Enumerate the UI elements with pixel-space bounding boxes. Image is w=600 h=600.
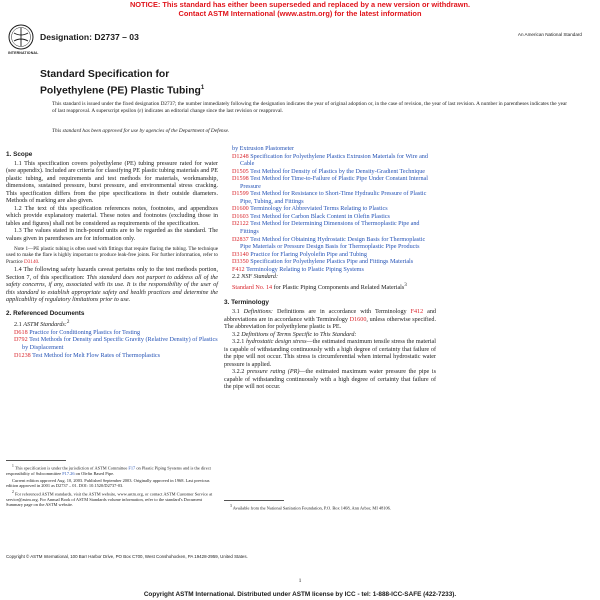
ref-code-link[interactable]: D1600 <box>232 206 249 213</box>
footnotes-right <box>224 504 436 512</box>
link-f17-26[interactable]: F17.26 <box>62 470 75 476</box>
link-d3140[interactable]: D3140 <box>24 258 39 265</box>
ref-title-link[interactable]: Terminology Relating to Plastic Piping Systems <box>246 266 364 273</box>
ref-item <box>224 259 436 267</box>
ref-item <box>6 353 218 361</box>
dod-approval-note: This standard has been approved for use by agencies of the Department of Defense. <box>52 128 230 134</box>
ref-code-link[interactable]: F412 <box>232 266 245 273</box>
ref-code-link[interactable]: D1603 <box>232 213 249 220</box>
astm-logo-icon <box>8 24 34 50</box>
copyright-line: Copyright © ASTM International, 100 Barr Harbor Drive, PO Box C700, West Conshohocken, PA 19428-2959, United States. <box>6 554 248 559</box>
notice-line-1: NOTICE: This standard has either been superseded and replaced by a new version or withdrawn. <box>129 0 471 9</box>
title-footnote-marker: 1 <box>200 84 205 91</box>
national-standard-label: An American National Standard <box>517 32 582 37</box>
ref-code-link[interactable]: D618 <box>14 329 28 336</box>
ref-code-link[interactable]: D2122 <box>232 221 249 228</box>
ref-item <box>224 176 436 191</box>
ref-code-link[interactable]: D3350 <box>232 259 249 266</box>
ref-continuation <box>224 146 436 154</box>
ref-code-link[interactable]: D2837 <box>232 236 249 243</box>
link-d1600[interactable]: D1600 <box>349 316 367 323</box>
ref-title-link[interactable]: Test Method for Time-to-Failure of Plastic Pipe Under Constant Internal Pressure <box>240 176 428 190</box>
paragraph-2-1: 2.1 ASTM Standards:$^2$ <box>14 319 70 329</box>
ref-item <box>224 206 436 214</box>
ref-code-link[interactable]: D792 <box>14 337 28 344</box>
astm-ref-list-right <box>224 154 436 275</box>
section-referenced-heading: 2. Referenced Documents <box>6 309 85 317</box>
right-column <box>224 146 436 392</box>
title-line-1: Standard Specification for <box>40 69 170 80</box>
paragraph-1-4: 1.4 The following safety hazards caveat pertains only to the test methods portion, Section 7, of this specification: This standard does not purport to address all of the safety concerns, if any, associated with its use. It is the responsibility of the user of this standard to establish appropriate safety and health practices and determine the applicability of regulatory limitations prior to use. <box>6 267 218 304</box>
astm-ref-list-left <box>6 330 218 360</box>
title-line-2: Polyethylene (PE) Plastic Tubing$^1$ <box>40 84 205 96</box>
footnote-3: $^3$ Available from the National Sanitation Foundation, P.O. Box 1468, Ann Arbor, MI 48106. <box>230 504 391 511</box>
astm-logo <box>8 24 39 55</box>
ref-code-link[interactable]: D1505 <box>232 168 249 175</box>
link-f17[interactable]: F17 <box>128 465 136 471</box>
ref-title-link[interactable]: Practice for Flaring Polyolefin Pipe and Tubing <box>250 251 367 258</box>
ref-item <box>224 154 436 169</box>
ref-title-link[interactable]: Specification for Polyethylene Plastics Extrusion Materials for Wire and Cable <box>240 153 428 168</box>
ref-code-link[interactable]: D3140 <box>232 251 249 258</box>
ref-title-link[interactable]: Specification for Polyethylene Plastics Pipe and Fittings Materials <box>250 259 414 266</box>
designation: Designation: D2737 – 03 <box>40 32 139 42</box>
nsf-ref-item: Standard No. 14 for Plastic Piping Components and Related Materials$^3$ <box>232 281 407 291</box>
ref-title-link[interactable]: Test Method for Melt Flow Rates of Thermoplastics <box>32 352 161 359</box>
ref-title-link[interactable]: Test Methods for Density and Specific Gravity (Relative Density) of Plastics by Displacement <box>22 337 218 352</box>
ref-title-link[interactable]: Terminology for Abbreviated Terms Relating to Plastics <box>250 206 388 213</box>
paragraph-2-2: 2.2 NSF Standard: <box>232 274 279 281</box>
footnote-2: $^2$ For referenced ASTM standards, visit the ASTM website, www.astm.org, or contact ASTM Customer Service at service@astm.org. For Annual Book of ASTM Standards volume information, refer to the standard's Document Summary page on the ASTM website. <box>6 490 213 508</box>
left-column <box>6 146 218 360</box>
issue-note: This standard is issued under the fixed designation D2737; the number immediately following the designation indicates the year of original adoption or, in the case of revision, the year of last revision. A number in parentheses indicates the year of last reapproval. A superscript epsilon (ε) indicates an editorial change since the last revision or reapproval. <box>52 101 568 115</box>
ref-title-link[interactable]: Test Method for Resistance to Short-Time Hydraulic Pressure of Plastic Pipe, Tubing, and Fittings <box>240 191 427 205</box>
footnotes-left <box>6 464 218 509</box>
nsf-ref-link[interactable]: Standard No. 14 <box>232 284 273 291</box>
paragraph-1-3: 1.3 The values stated in inch-pound units are to be regarded as the standard. The values given in parentheses are for information only. <box>6 228 218 243</box>
ref-title-link[interactable]: Test Method for Determining Dimensions of Thermoplastic Pipe and Fittings <box>240 221 420 236</box>
ref-title-link[interactable]: Test Method for Density of Plastics by the Density-Gradient Technique <box>250 168 426 175</box>
link-f412[interactable]: F412 <box>410 308 424 315</box>
section-scope-heading: 1. Scope <box>6 151 33 158</box>
ref-code-link[interactable]: D1599 <box>232 191 249 198</box>
ref-code-link[interactable]: D1238 <box>14 352 31 359</box>
page-number: 1 <box>298 578 302 584</box>
footnote-rule-right <box>224 500 284 501</box>
note-1: Note 1—PE plastic tubing is often used with fittings that require flaring the tubing. The technique used to make the flare is highly important to produce leak-free joints. For further information, refer to Practice D3140. <box>6 245 218 265</box>
section-terminology-heading: 3. Terminology <box>224 299 269 307</box>
logo-caption: INTERNATIONAL <box>8 51 39 55</box>
paragraph-1-2: 1.2 The text of this specification references notes, footnotes, and appendixes which provide explanatory material. These notes and footnotes (excluding those in tables and figures) shall not be considered as requirements of the specification. <box>6 205 218 227</box>
paragraph-3-2-1: 3.2.1 hydrostatic design stress—the estimated maximum tensile stress the material is capable of withstanding continuously with a high degree of certainty that failure of the pipe will not occur. This stress is circumferential when internal hydrostatic water pressure is applied. <box>224 339 436 368</box>
footnote-1: $^1$ This specification is under the jurisdiction of ASTM Committee F17 on Plastic Piping Systems and is the direct responsibility of Subcommittee F17.26 on Olefin Based Pipe. <box>6 464 211 476</box>
notice-line-2: Contact ASTM International (www.astm.org) for the latest information <box>178 9 422 18</box>
ref-item <box>224 237 436 252</box>
ref-code-link[interactable]: D1598 <box>232 176 249 183</box>
ref-title-link[interactable]: by Extrusion Plastometer <box>232 146 295 152</box>
paragraph-3-2-2: 3.2.2 pressure rating (PR)—the estimated maximum water pressure the pipe is capable of withstanding continuously with a high degree of certainty that failure of the pipe will not occur. <box>224 369 436 391</box>
ref-item <box>224 191 436 206</box>
superseded-notice <box>0 0 600 18</box>
document-title <box>40 69 204 97</box>
license-banner: Copyright ASTM International. Distributed under ASTM license by ICC - tel: 1-888-ICC-SAFE (422-7233). <box>143 591 457 598</box>
paragraph-1-1: 1.1 This specification covers polyethylene (PE) tubing pressure rated for water (see appendix). Included are criteria for classifying PE plastic tubing materials and PE plastic tubing, and requirements and test methods for materials, workmanship, dimensions, sustained pressure, burst pressure, and environmental stress cracking. This specification differs from the pipe specifications in their outside diameters. Methods of marking are also given. <box>6 160 218 205</box>
ref-item <box>6 337 218 352</box>
footnote-1-edition: Current edition approved Aug. 10, 2003. Published September 2003. Originally approved in 1968. Last previous edition approved in 2001 as D2737 – 01. DOI: 10.1520/D2737-03. <box>6 477 210 489</box>
ref-title-link[interactable]: Practice for Conditioning Plastics for Testing <box>29 329 141 336</box>
ref-title-link[interactable]: Test Method for Obtaining Hydrostatic Design Basis for Thermoplastic Pipe Materials or Pressure Design Basis for Thermoplastic Pipe Products <box>240 236 426 251</box>
ref-code-link[interactable]: D1248 <box>232 153 249 160</box>
ref-item <box>224 221 436 236</box>
paragraph-3-1: 3.1 Definitions: Definitions are in accordance with Terminology F412 and abbreviations are in accordance with Terminology D1600, unless otherwise specified. The abbreviation for polyethylene plastic is PE. <box>224 308 437 331</box>
ref-title-link[interactable]: Test Method for Carbon Black Content in Olefin Plastics <box>250 213 390 220</box>
footnote-rule-left <box>6 460 66 461</box>
paragraph-3-2: 3.2 Definitions of Terms Specific to This Standard: <box>232 331 357 338</box>
ref-item <box>224 267 436 275</box>
